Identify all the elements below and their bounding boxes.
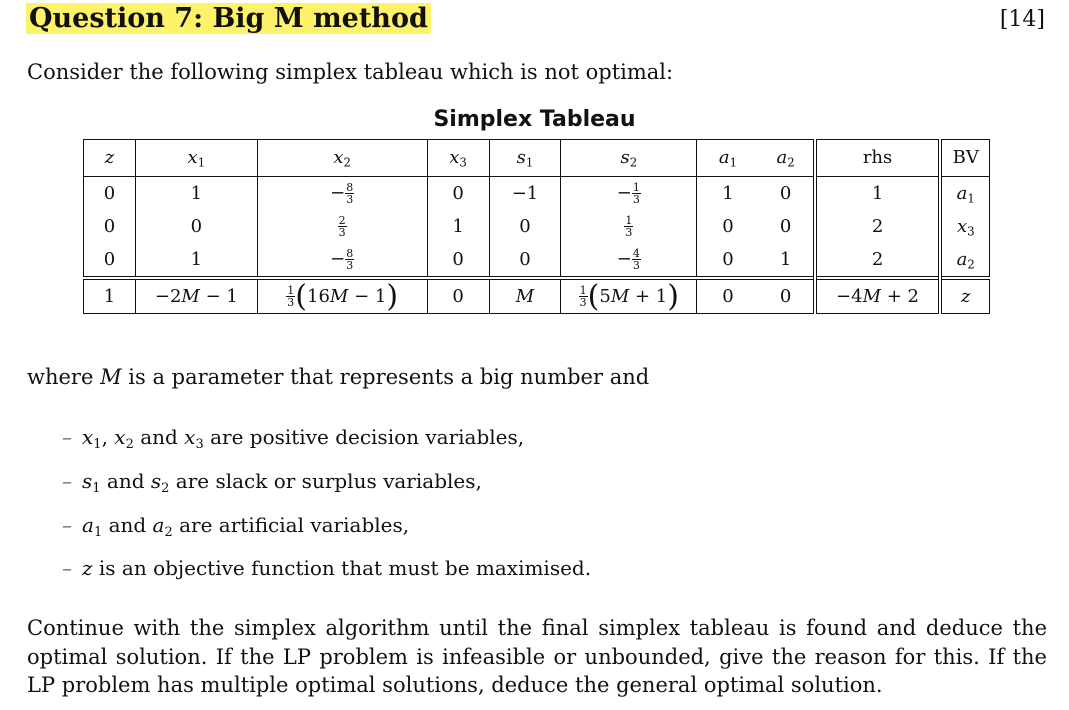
column-header: $a_1$ bbox=[697, 140, 759, 177]
table-cell: 0 bbox=[697, 243, 759, 278]
list-item: – $x_1$, $x_2$ and $x_3$ are positive decision variables, bbox=[62, 425, 525, 452]
column-header: $x_2$ bbox=[257, 140, 427, 177]
table-cell: − $\frac{4}{3}$ bbox=[561, 243, 697, 278]
table-cell: − $\frac{8}{3}$ bbox=[257, 177, 427, 211]
conclusion-text: Continue with the simplex algorithm until the final simplex tableau is found and deduce the optimal solution. If the LP problem is infeasible or unbounded, give the reason for this. If the LP problem has multiple optimal solutions, deduce the general optimal solution. bbox=[27, 616, 1047, 697]
table-cell: −2M − 1 bbox=[135, 278, 257, 314]
where-text: where M is a parameter that represents a big number and bbox=[27, 365, 650, 389]
column-header: $s_1$ bbox=[489, 140, 561, 177]
column-header: z bbox=[84, 140, 136, 177]
table-row bbox=[84, 177, 990, 211]
table-cell: 0 bbox=[697, 210, 759, 243]
table-cell: 0 bbox=[779, 182, 792, 204]
table-cell: $\frac{1}{3}$ (5M + 1) bbox=[561, 278, 697, 314]
table-cell: 0 bbox=[84, 177, 136, 211]
bullet-text: $s_1$ and $s_2$ are slack or surplus variables, bbox=[82, 469, 482, 496]
table-cell: 2 bbox=[815, 210, 941, 243]
table-cell: − $\frac{8}{3}$ bbox=[257, 243, 427, 278]
table-cell: 0 bbox=[697, 278, 759, 314]
bullet-text: z is an objective function that must be maximised. bbox=[82, 556, 592, 580]
question-title bbox=[26, 2, 431, 36]
list-item: – $a_1$ and $a_2$ are artificial variables, bbox=[62, 513, 410, 540]
table-cell: 0 bbox=[489, 210, 561, 243]
table-cell: 0 bbox=[84, 243, 136, 278]
column-header: BV bbox=[940, 140, 989, 177]
table-cell: 1 bbox=[815, 177, 941, 211]
table-row bbox=[84, 278, 990, 314]
table-cell: 1 bbox=[135, 177, 257, 211]
table-row bbox=[84, 243, 990, 278]
list-item: – $s_1$ and $s_2$ are slack or surplus variables, bbox=[62, 469, 482, 496]
intro-text: Consider the following simplex tableau which is not optimal: bbox=[27, 60, 674, 84]
table-cell: 1 bbox=[697, 177, 759, 211]
table-cell: 0 bbox=[427, 243, 489, 278]
column-header: $x_3$ bbox=[427, 140, 489, 177]
table-cell: 1 bbox=[84, 278, 136, 314]
table-cell: 0 bbox=[489, 243, 561, 278]
table-row bbox=[84, 210, 990, 243]
bullet-text: $x_1$, $x_2$ and $x_3$ are positive decision variables, bbox=[82, 425, 525, 452]
table-header-row bbox=[84, 140, 990, 177]
table-cell: 1 bbox=[135, 243, 257, 278]
column-header: $a_2$ bbox=[776, 147, 795, 170]
table-cell: $a_1$ bbox=[940, 177, 989, 211]
column-header: rhs bbox=[815, 140, 941, 177]
bullet-text: $a_1$ and $a_2$ are artificial variables, bbox=[82, 513, 410, 540]
table-cell: 0 bbox=[84, 210, 136, 243]
table-cell: 2 bbox=[815, 243, 941, 278]
table-title: Simplex Tableau bbox=[433, 107, 636, 132]
table-cell: $\frac{2}{3}$ bbox=[257, 210, 427, 243]
table-cell: $\frac{1}{3}$ bbox=[561, 210, 697, 243]
table-cell: 0 bbox=[427, 177, 489, 211]
table-cell: 1 bbox=[779, 248, 792, 270]
table-cell: 0 bbox=[135, 210, 257, 243]
table-cell: $\frac{1}{3}$ (16M − 1) bbox=[257, 278, 427, 314]
table-cell: z bbox=[940, 278, 989, 314]
table-cell: $a_2$ bbox=[940, 243, 989, 278]
table-cell: $x_3$ bbox=[940, 210, 989, 243]
table-cell: 0 bbox=[779, 215, 792, 237]
table-cell: 0 bbox=[427, 278, 489, 314]
table-cell: − $\frac{1}{3}$ bbox=[561, 177, 697, 211]
marks-label: [14] bbox=[999, 7, 1045, 32]
simplex-tableau bbox=[83, 139, 990, 314]
list-item: – z is an objective function that must be maximised. bbox=[62, 556, 592, 580]
table-cell: −4M + 2 bbox=[815, 278, 941, 314]
table-cell: M bbox=[489, 278, 561, 314]
table-cell: −1 bbox=[489, 177, 561, 211]
table-cell: 1 bbox=[427, 210, 489, 243]
column-header: $s_2$ bbox=[561, 140, 697, 177]
table-cell: 0 bbox=[779, 285, 792, 307]
column-header: $x_1$ bbox=[135, 140, 257, 177]
title-highlight: Question 7: Big M method bbox=[26, 3, 431, 34]
